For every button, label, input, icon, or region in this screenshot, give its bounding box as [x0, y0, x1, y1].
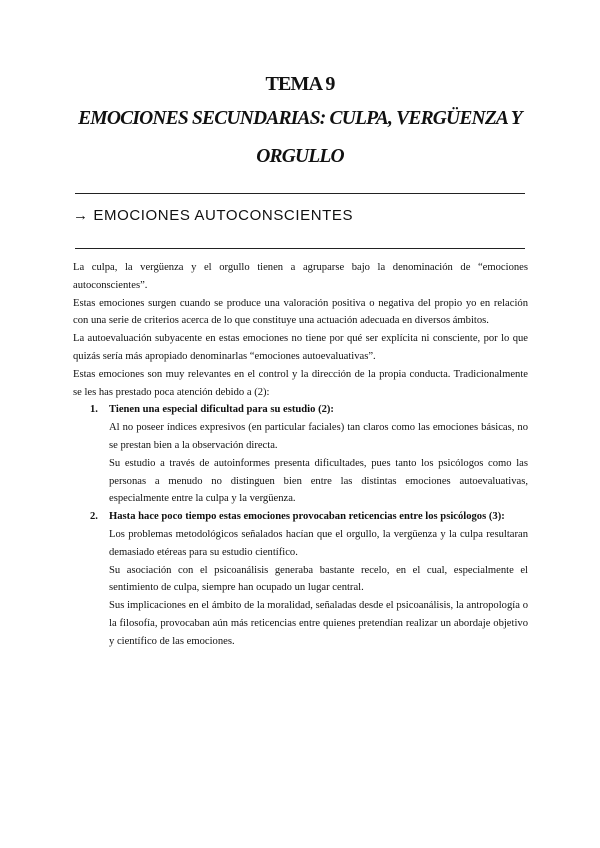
list-item-paragraph: Al no poseer índices expresivos (en particular faciales) tan claros como las emociones básicas, no se prestan bien a la observación directa. — [109, 422, 528, 451]
list-item-paragraph: Los problemas metodológicos señalados hacían que el orgullo, la vergüenza y la culpa resultaran demasiado etéreas para su estudio científico. — [109, 528, 528, 558]
list-item-title: Hasta hace poco tiempo estas emociones provocaban reticencias entre los psicólogos (3): — [109, 511, 505, 523]
paragraph: Estas emociones surgen cuando se produce una valoración positiva o negativa del propio yo en relación con una serie de criterios acerca de lo que constituye una actuación adecuada en diversos ámbitos. — [73, 297, 528, 327]
page-title-line1: EMOCIONES SECUNDARIAS: CULPA, VERGÜENZA Y — [78, 108, 522, 129]
tema-number: TEMA 9 — [265, 73, 335, 95]
list-item-paragraph: Su estudio a través de autoinformes presenta dificultades, pues tanto los psicólogos como las personas a menudo no distinguen bien entre las distintas emociones autoevaluativas, especialmente entre la culpa y la vergüenza. — [109, 457, 528, 505]
list-item-paragraph: Su asociación con el psicoanálisis generaba bastante recelo, en el cual, especialmente el sentimiento de culpa, siempre han ocupado un lugar central. — [109, 564, 528, 594]
section-divider — [75, 248, 525, 249]
list-item — [73, 401, 528, 508]
list-item-paragraph: Sus implicaciones en el ámbito de la moralidad, señaladas desde el psicoanálisis, la antropología o la filosofía, provocaban aún más reticencias entre quienes pretendían realizar un abordaje objetivo y científico de las emociones. — [109, 600, 528, 647]
reasons-list — [73, 401, 528, 650]
list-item-number: 2. — [90, 511, 98, 523]
paragraph: La culpa, la vergüenza y el orgullo tienen a agruparse bajo la denominación de “emociones autoconscientes”. — [73, 262, 528, 291]
section-heading: → EMOCIONES AUTOCONSCIENTES — [73, 207, 354, 224]
list-item-number: 1. — [90, 404, 98, 416]
list-item-title: Tienen una especial dificultad para su estudio (2): — [109, 404, 334, 416]
paragraph: La autoevaluación subyacente en estas emociones no tiene por qué ser explícita ni consciente, por lo que quizás sería más apropiado denominarlas “emociones autoevaluativas”. — [73, 333, 528, 362]
paragraph: Estas emociones son muy relevantes en el control y la dirección de la propia conducta. Tradicionalmente se les has prestado poca atención debido a (2): — [73, 368, 528, 398]
list-item — [73, 508, 528, 650]
top-divider — [75, 193, 525, 194]
page-title-line2: ORGULLO — [256, 146, 344, 167]
document-body — [73, 259, 528, 651]
